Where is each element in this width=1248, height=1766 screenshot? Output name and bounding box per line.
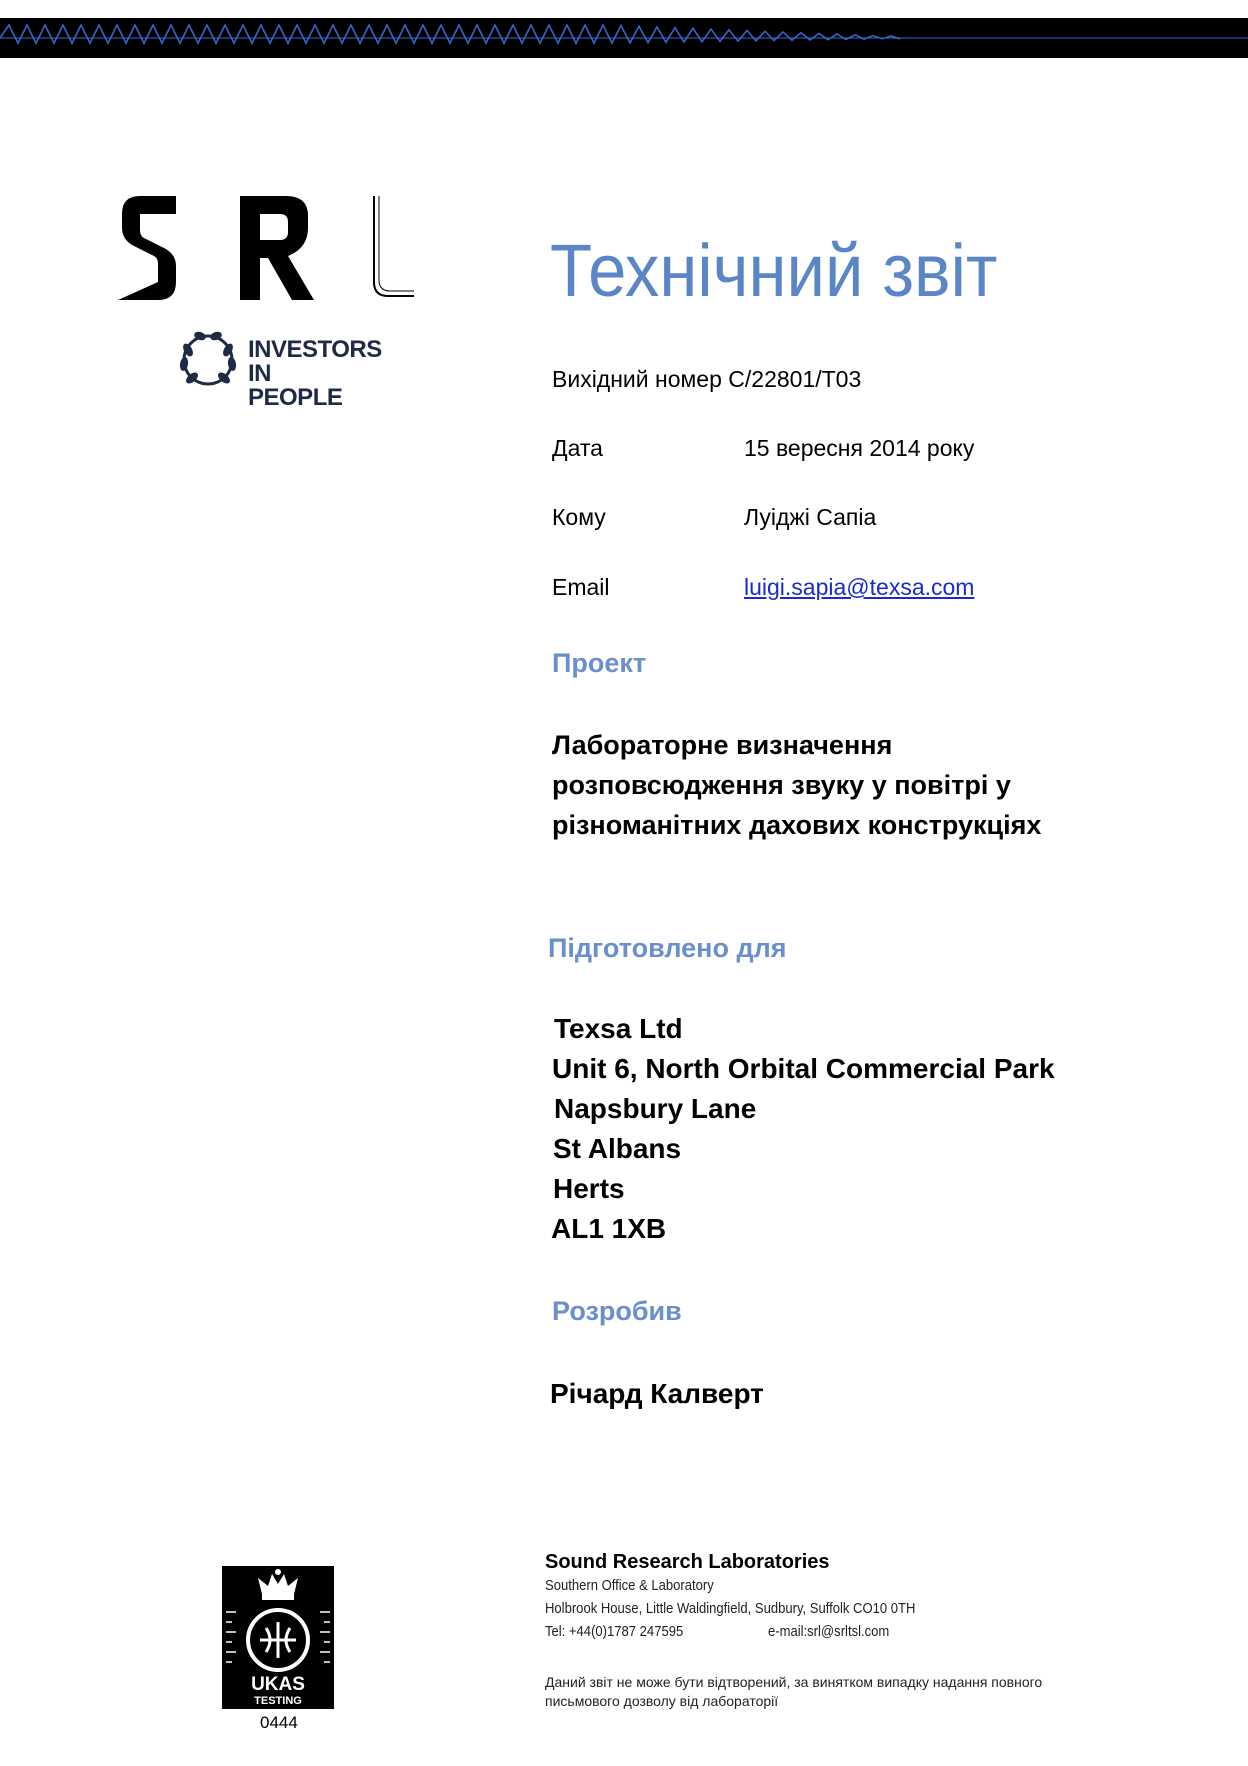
footer-organization: Sound Research Laboratories [545, 1551, 830, 1573]
ukas-label: UKAS [251, 1674, 305, 1695]
address-line-6: AL1 1XB [551, 1213, 667, 1244]
ukas-testing-logo [222, 1566, 334, 1709]
address-line-3: Napsbury Lane [554, 1093, 757, 1124]
ukas-number: 0444 [260, 1713, 298, 1732]
footer-email[interactable]: e-mail:srl@srltsl.com [768, 1624, 890, 1640]
investors-line1: INVESTORS [248, 336, 382, 363]
footer-address: Holbrook House, Little Waldingfield, Sudbury, Suffolk CO10 0TH [545, 1601, 916, 1617]
email-link[interactable]: luigi.sapia@texsa.com [744, 574, 975, 600]
developed-by-heading: Розробив [552, 1296, 682, 1326]
reference-number: Вихідний номер C/22801/T03 [552, 366, 862, 392]
page-title: Технічний звіт [550, 229, 998, 312]
investors-in-people-logo [178, 330, 382, 411]
project-description: Лабораторне визначення розповсюдження звуку у повітрі у різноманітних дахових конструкціях [552, 730, 1042, 840]
footer-tel: Tel: +44(0)1787 247595 [545, 1624, 684, 1640]
date-label: Дата [552, 435, 603, 461]
author-name: Річард Калверт [550, 1378, 764, 1409]
crown-icon [258, 1569, 298, 1600]
address-line-1: Texsa Ltd [554, 1013, 683, 1044]
footer-office: Southern Office & Laboratory [545, 1578, 714, 1594]
waveform-decoration [0, 18, 1248, 58]
to-label: Кому [552, 504, 606, 530]
prepared-for-heading: Підготовлено для [548, 933, 787, 963]
ukas-sublabel: TESTING [254, 1695, 302, 1707]
address-line-2: Unit 6, North Orbital Commercial Park [552, 1053, 1055, 1084]
top-banner [0, 18, 1248, 58]
address-line-4: St Albans [553, 1133, 682, 1164]
ukas-emblem-icon [260, 1622, 296, 1658]
srl-logo [118, 192, 418, 309]
email-label: Email [552, 574, 610, 600]
address-line-5: Herts [553, 1173, 625, 1204]
project-heading: Проект [552, 648, 647, 678]
investors-line2: IN PEOPLE [248, 360, 343, 411]
date-value: 15 вересня 2014 року [744, 435, 975, 461]
laurel-wreath-icon [178, 330, 238, 390]
to-value: Луіджі Сапіа [744, 504, 877, 530]
footer-disclaimer: Даний звіт не може бути відтворений, за винятком випадку надання повного письмового дозволу від лабораторії [545, 1674, 1043, 1709]
